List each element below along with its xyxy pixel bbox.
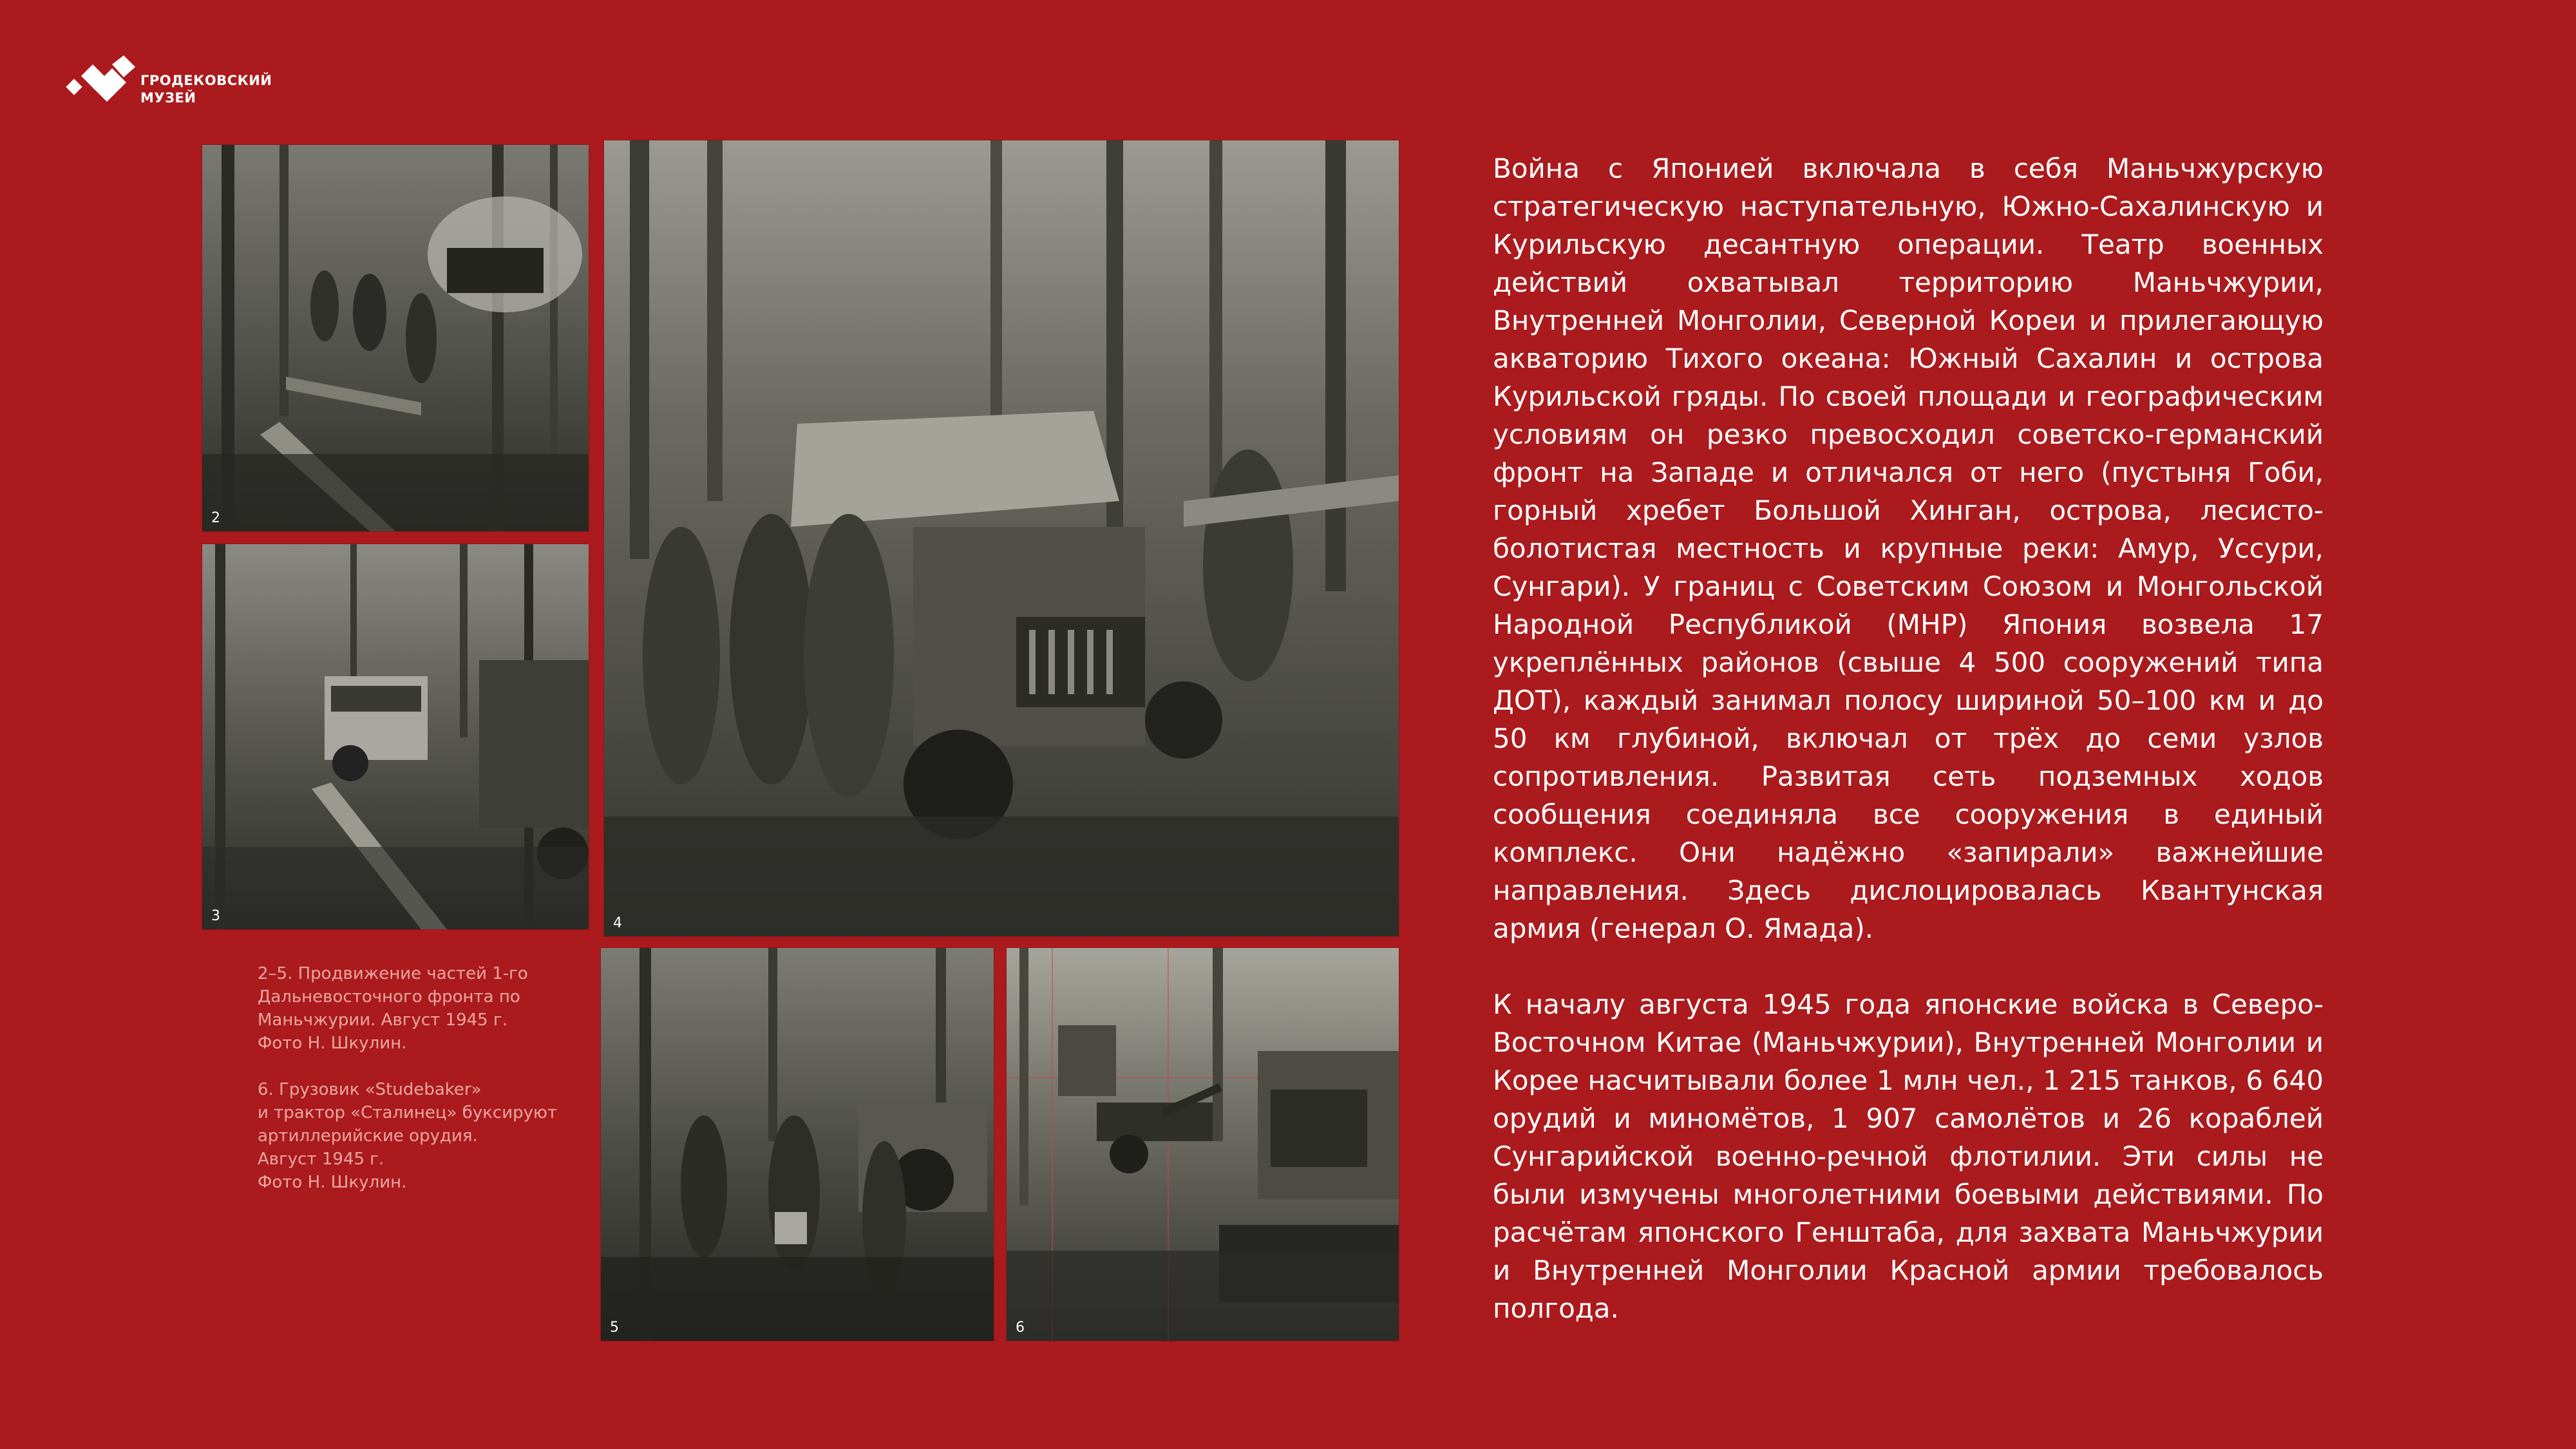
caption-line: Август 1945 г.: [258, 1150, 384, 1169]
photo-number: 2: [211, 510, 220, 526]
photo-caption-1: [258, 962, 592, 1055]
caption-line: 2–5. Продвижение частей 1-го: [258, 964, 528, 983]
photo-tractor-gun-image: [1007, 948, 1399, 1341]
caption-line: и трактор «Сталинец» буксируют: [258, 1103, 558, 1122]
logo-line-2: МУЗЕЙ: [140, 90, 196, 106]
photo-5: [601, 948, 994, 1341]
photo-2: [202, 145, 589, 531]
paragraph-1: Война с Японией включала в себя Маньчжурскую стратегическую наступательную, Южно-Сахалинскую и Курильскую десантную операции. Театр военных действий охватывал территорию Маньчжурии, Внутренней Монголии, Северной Кореи и прилегающую акваторию Тихого океана: Южный Сахалин и острова Курильской гряды. По своей площади и географическим условиям он резко превосходил советско-германский фронт на Западе и отличался от него (пустыня Гоби, горный хребет Большой Хинган, острова, лесисто-болотистая местность и крупные реки: Амур, Уссури, Сунгари). У границ с Советским Союзом и Монгольской Народной Республикой (МНР) Япония возвела 17 укреплённых районов (свыше 4 500 сооружений типа ДОТ), каждый занимал полосу шириной 50–100 км и до 50 км глубиной, включал от трёх до семи узлов сопротивления. Развитая сеть подземных ходов сообщения соединяла все сооружения в единый комплекс. Они надёжно «запирали» важнейшие направления. Здесь дислоцировалась Квантунская армия (генерал О. Ямада).: [1493, 153, 2324, 944]
museum-logo-text: [140, 72, 272, 107]
museum-logo-icon: [62, 55, 137, 111]
photo-number: 4: [613, 915, 622, 931]
photo-4: [604, 140, 1399, 936]
photo-soldiers-jeep-image: [601, 948, 994, 1341]
photo-number: 3: [211, 908, 220, 924]
photo-forest-tractor-image: [202, 145, 589, 531]
photo-3: [202, 544, 589, 929]
caption-line: Фото Н. Шкулин.: [258, 1173, 407, 1192]
museum-logo[interactable]: [62, 50, 281, 115]
logo-line-1: ГРОДЕКОВСКИЙ: [140, 73, 272, 88]
photo-caption-2: [258, 1078, 592, 1194]
caption-line: Маньчжурии. Август 1945 г.: [258, 1010, 507, 1030]
caption-line: Фото Н. Шкулин.: [258, 1034, 407, 1053]
caption-line: 6. Грузовик «Studebaker»: [258, 1080, 482, 1099]
photo-number: 6: [1016, 1320, 1025, 1336]
caption-line: артиллерийские орудия.: [258, 1126, 478, 1146]
photo-forest-truck-image: [202, 544, 589, 929]
caption-line: Дальневосточного фронта по: [258, 987, 520, 1007]
main-text: [1493, 149, 2324, 1327]
photo-number: 5: [610, 1320, 619, 1336]
photo-jeep-in-mud-image: [604, 140, 1399, 936]
photo-6: [1007, 948, 1399, 1341]
paragraph-2: К началу августа 1945 года японские войска в Северо-Восточном Китае (Маньчжурии), Внутренней Монголии и Корее насчитывали более 1 млн чел., 1 215 танков, 6 640 орудий и миномётов, 1 907 самолётов и 26 кораблей Сунгарийской военно-речной флотилии. Эти силы не были измучены многолетними боевыми действиями. По расчётам японского Генштаба, для захвата Маньчжурии и Внутренней Монголии Красной армии требовалось полгода.: [1493, 989, 2324, 1324]
